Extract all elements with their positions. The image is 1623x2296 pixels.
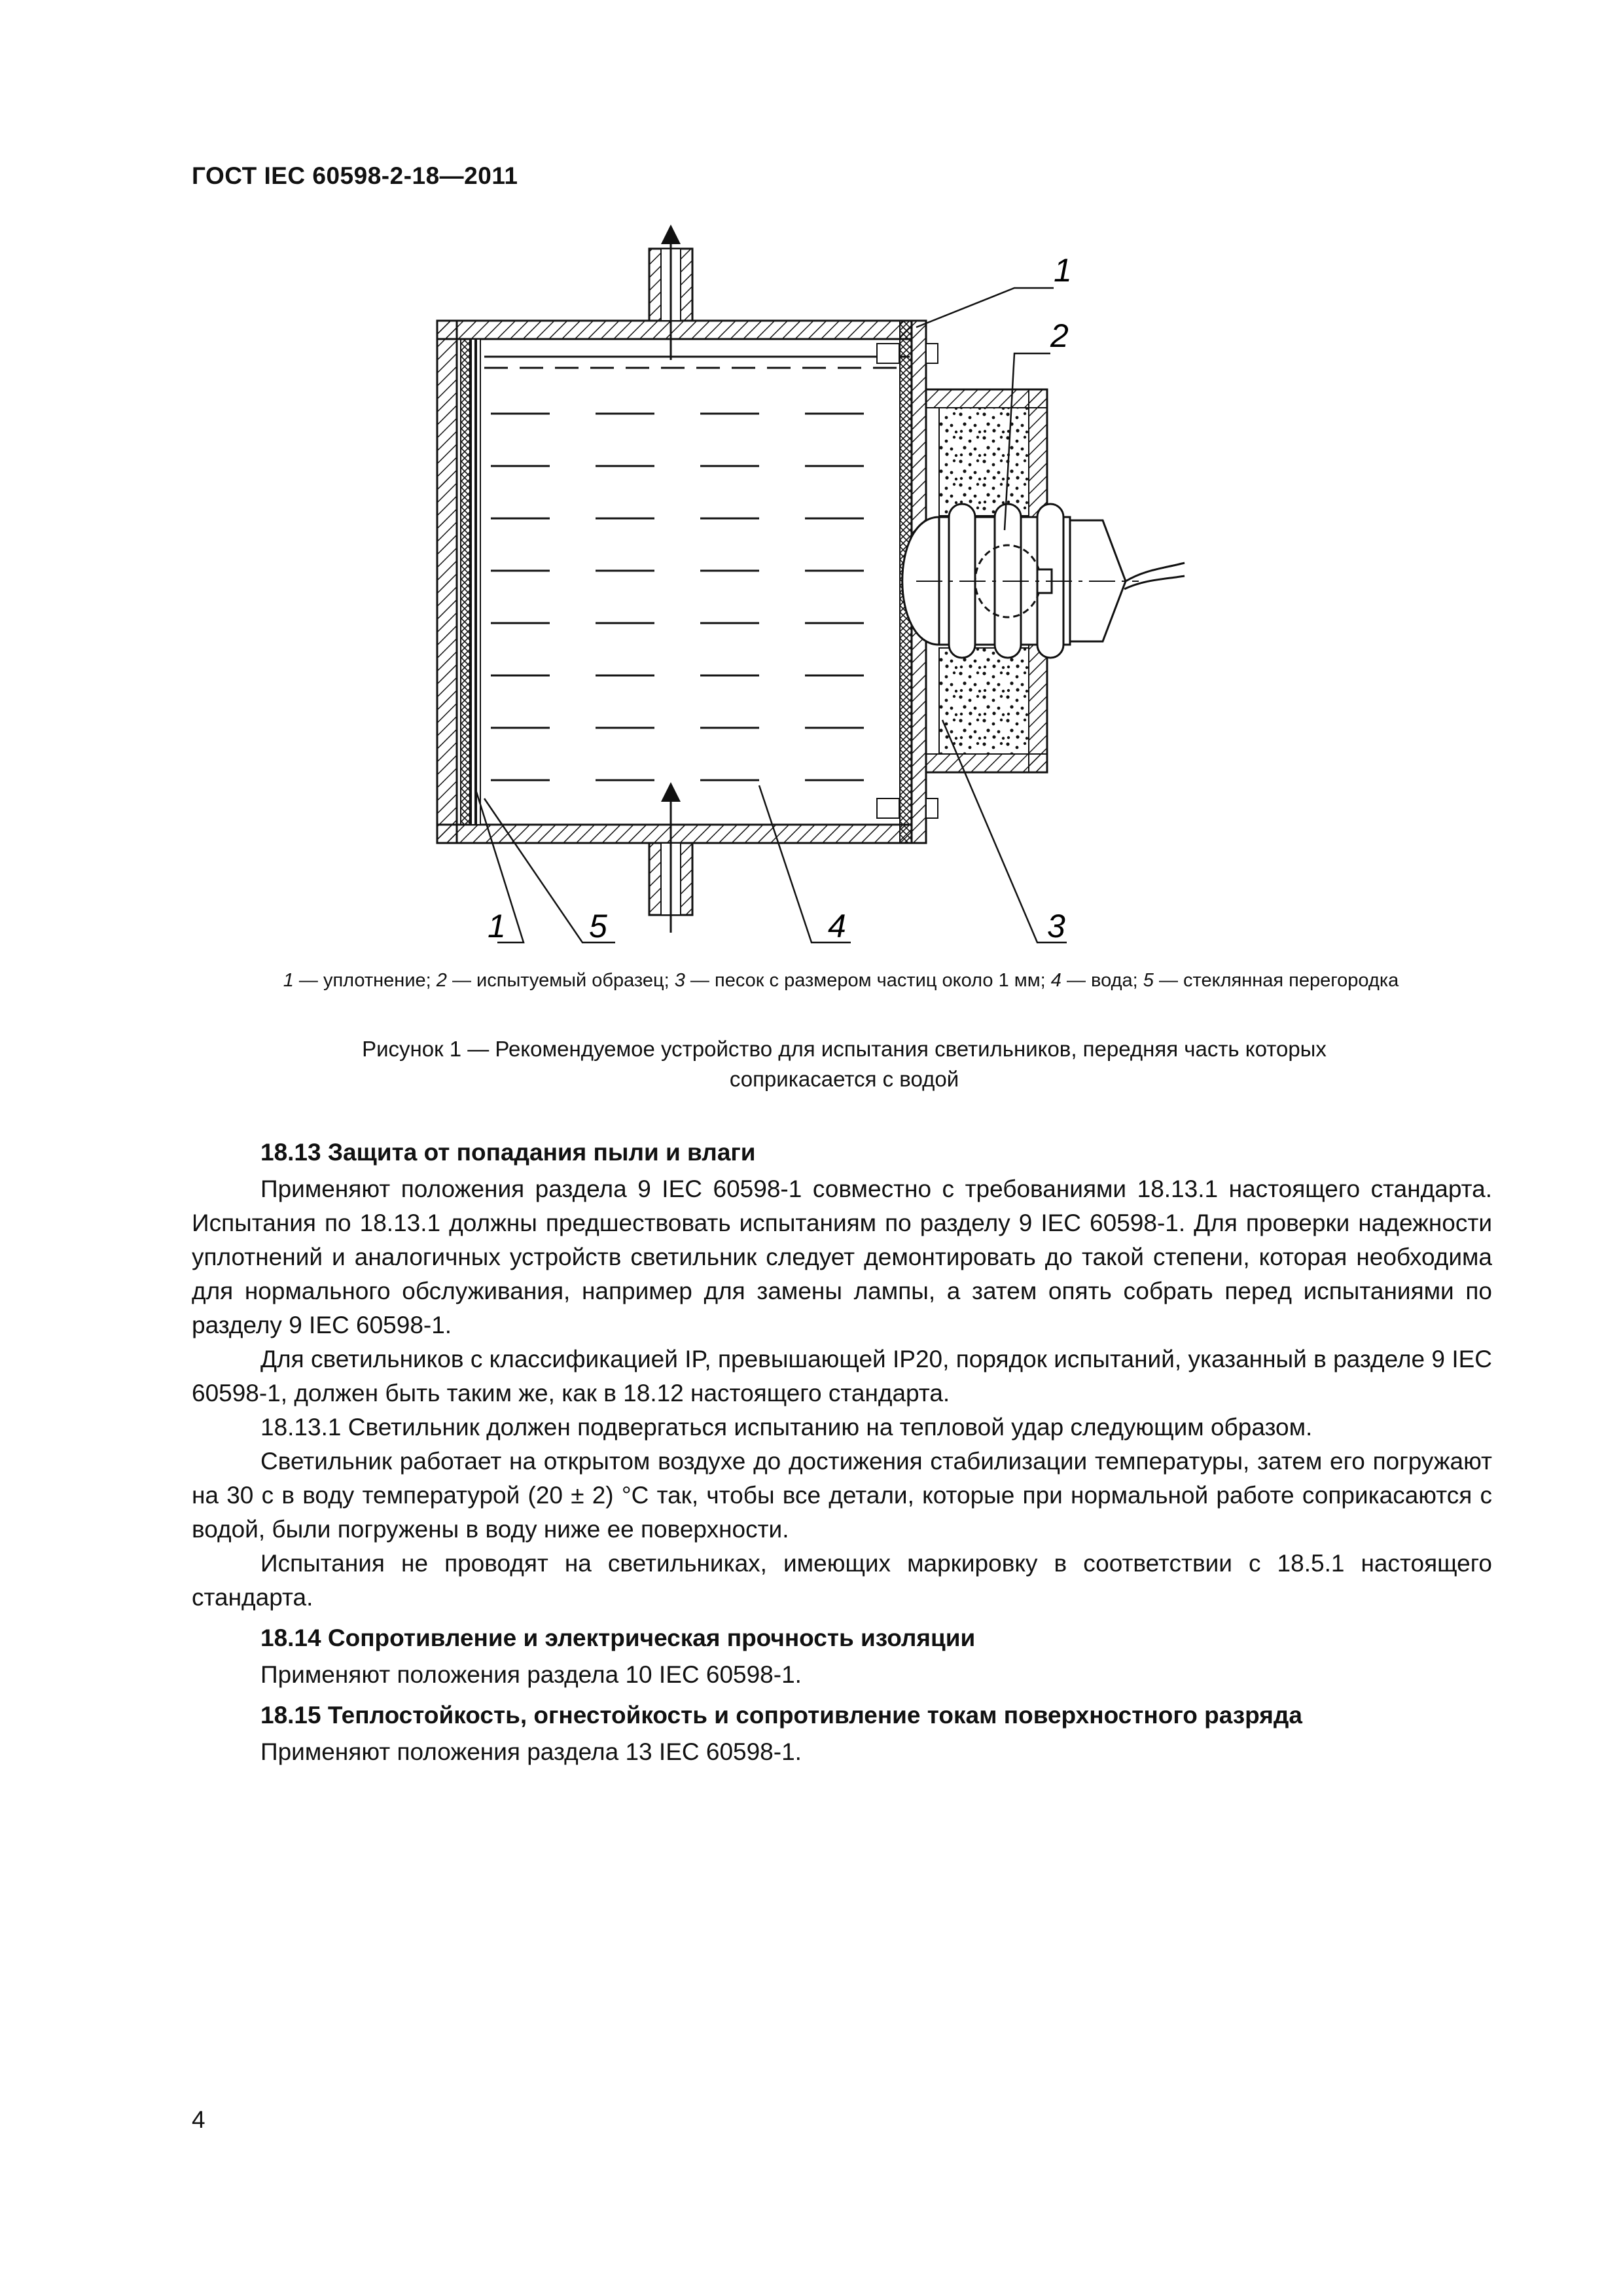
page-number: 4 (192, 2106, 205, 2133)
legend-num: 4 (1050, 970, 1061, 991)
figure-caption (275, 1034, 1414, 1094)
callout-label: 4 (828, 908, 846, 944)
callout-label: 1 (1054, 252, 1072, 289)
callout-label: 5 (589, 908, 607, 944)
section-heading: 18.15 Теплостойкость, огнестойкость и сопротивление токам поверхностного разряда (260, 1702, 1302, 1729)
paragraph: Светильник работает на открытом воздухе до достижения стабилизации температуры, затем его погружают на 30 с в воду температурой (20 ± 2) °С так, чтобы все детали, которые при нормальной работе соприкасаются с водой, были погружены в воду ниже ее поверхности. (192, 1448, 1492, 1543)
callout-label: 1 (488, 908, 506, 944)
document-header: ГОСТ IEC 60598-2-18—2011 (192, 162, 518, 189)
paragraph: Применяют положения раздела 13 IEC 60598-1. (260, 1738, 802, 1765)
legend-text: — уплотнение; (293, 970, 437, 991)
section-heading: 18.14 Сопротивление и электрическая прочность изоляции (260, 1624, 976, 1651)
legend-text: — песок с размером частиц около 1 мм; (685, 970, 1051, 991)
figure-test-apparatus (393, 223, 1257, 962)
legend-text: — испытуемый образец; (446, 970, 675, 991)
body-text (192, 1136, 1492, 1769)
legend-num: 3 (674, 970, 685, 991)
caption-line: Рисунок 1 — Рекомендуемое устройство для испытания светильников, передняя часть которых (362, 1037, 1327, 1061)
legend-text: — стеклянная перегородка (1153, 970, 1399, 991)
tank-walls (437, 321, 912, 843)
paragraph: 18.13.1 Светильник должен подвергаться испытанию на тепловой удар следующим образом. (260, 1414, 1313, 1441)
paragraph: Применяют положения раздела 10 IEC 60598-1. (260, 1661, 802, 1688)
paragraph: Для светильников с классификацией IP, превышающей IP20, порядок испытаний, указанный в разделе 9 IEC 60598-1, должен быть таким же, как в 18.12 настоящего стандарта. (192, 1346, 1492, 1407)
luminaire-sample (902, 504, 1185, 658)
paragraph: Применяют положения раздела 9 IEC 60598-1 совместно с требованиями 18.13.1 настоящего стандарта. Испытания по 18.13.1 должны предшествовать испытаниям по разделу 9 IEC 60598-1. Для проверки надежности уплотнений и аналогичных устройств светильник следует демонтировать до такой степени, которая необходима для нормального обслуживания, например для замены лампы, а затем опять собрать перед испытаниями по разделу 9 IEC 60598-1. (192, 1175, 1492, 1338)
callout-label: 2 (1050, 317, 1069, 354)
legend-num: 1 (283, 970, 294, 991)
left-seal-glass (461, 339, 480, 825)
figure-legend (190, 970, 1492, 992)
legend-num: 5 (1143, 970, 1154, 991)
callout-label: 3 (1047, 908, 1065, 944)
section-heading: 18.13 Защита от попадания пыли и влаги (260, 1139, 756, 1166)
legend-text: — вода; (1061, 970, 1143, 991)
caption-line: соприкасается с водой (729, 1067, 959, 1091)
legend-num: 2 (436, 970, 447, 991)
paragraph: Испытания не проводят на светильниках, имеющих маркировку в соответствии с 18.5.1 настоящего стандарта. (192, 1550, 1492, 1611)
